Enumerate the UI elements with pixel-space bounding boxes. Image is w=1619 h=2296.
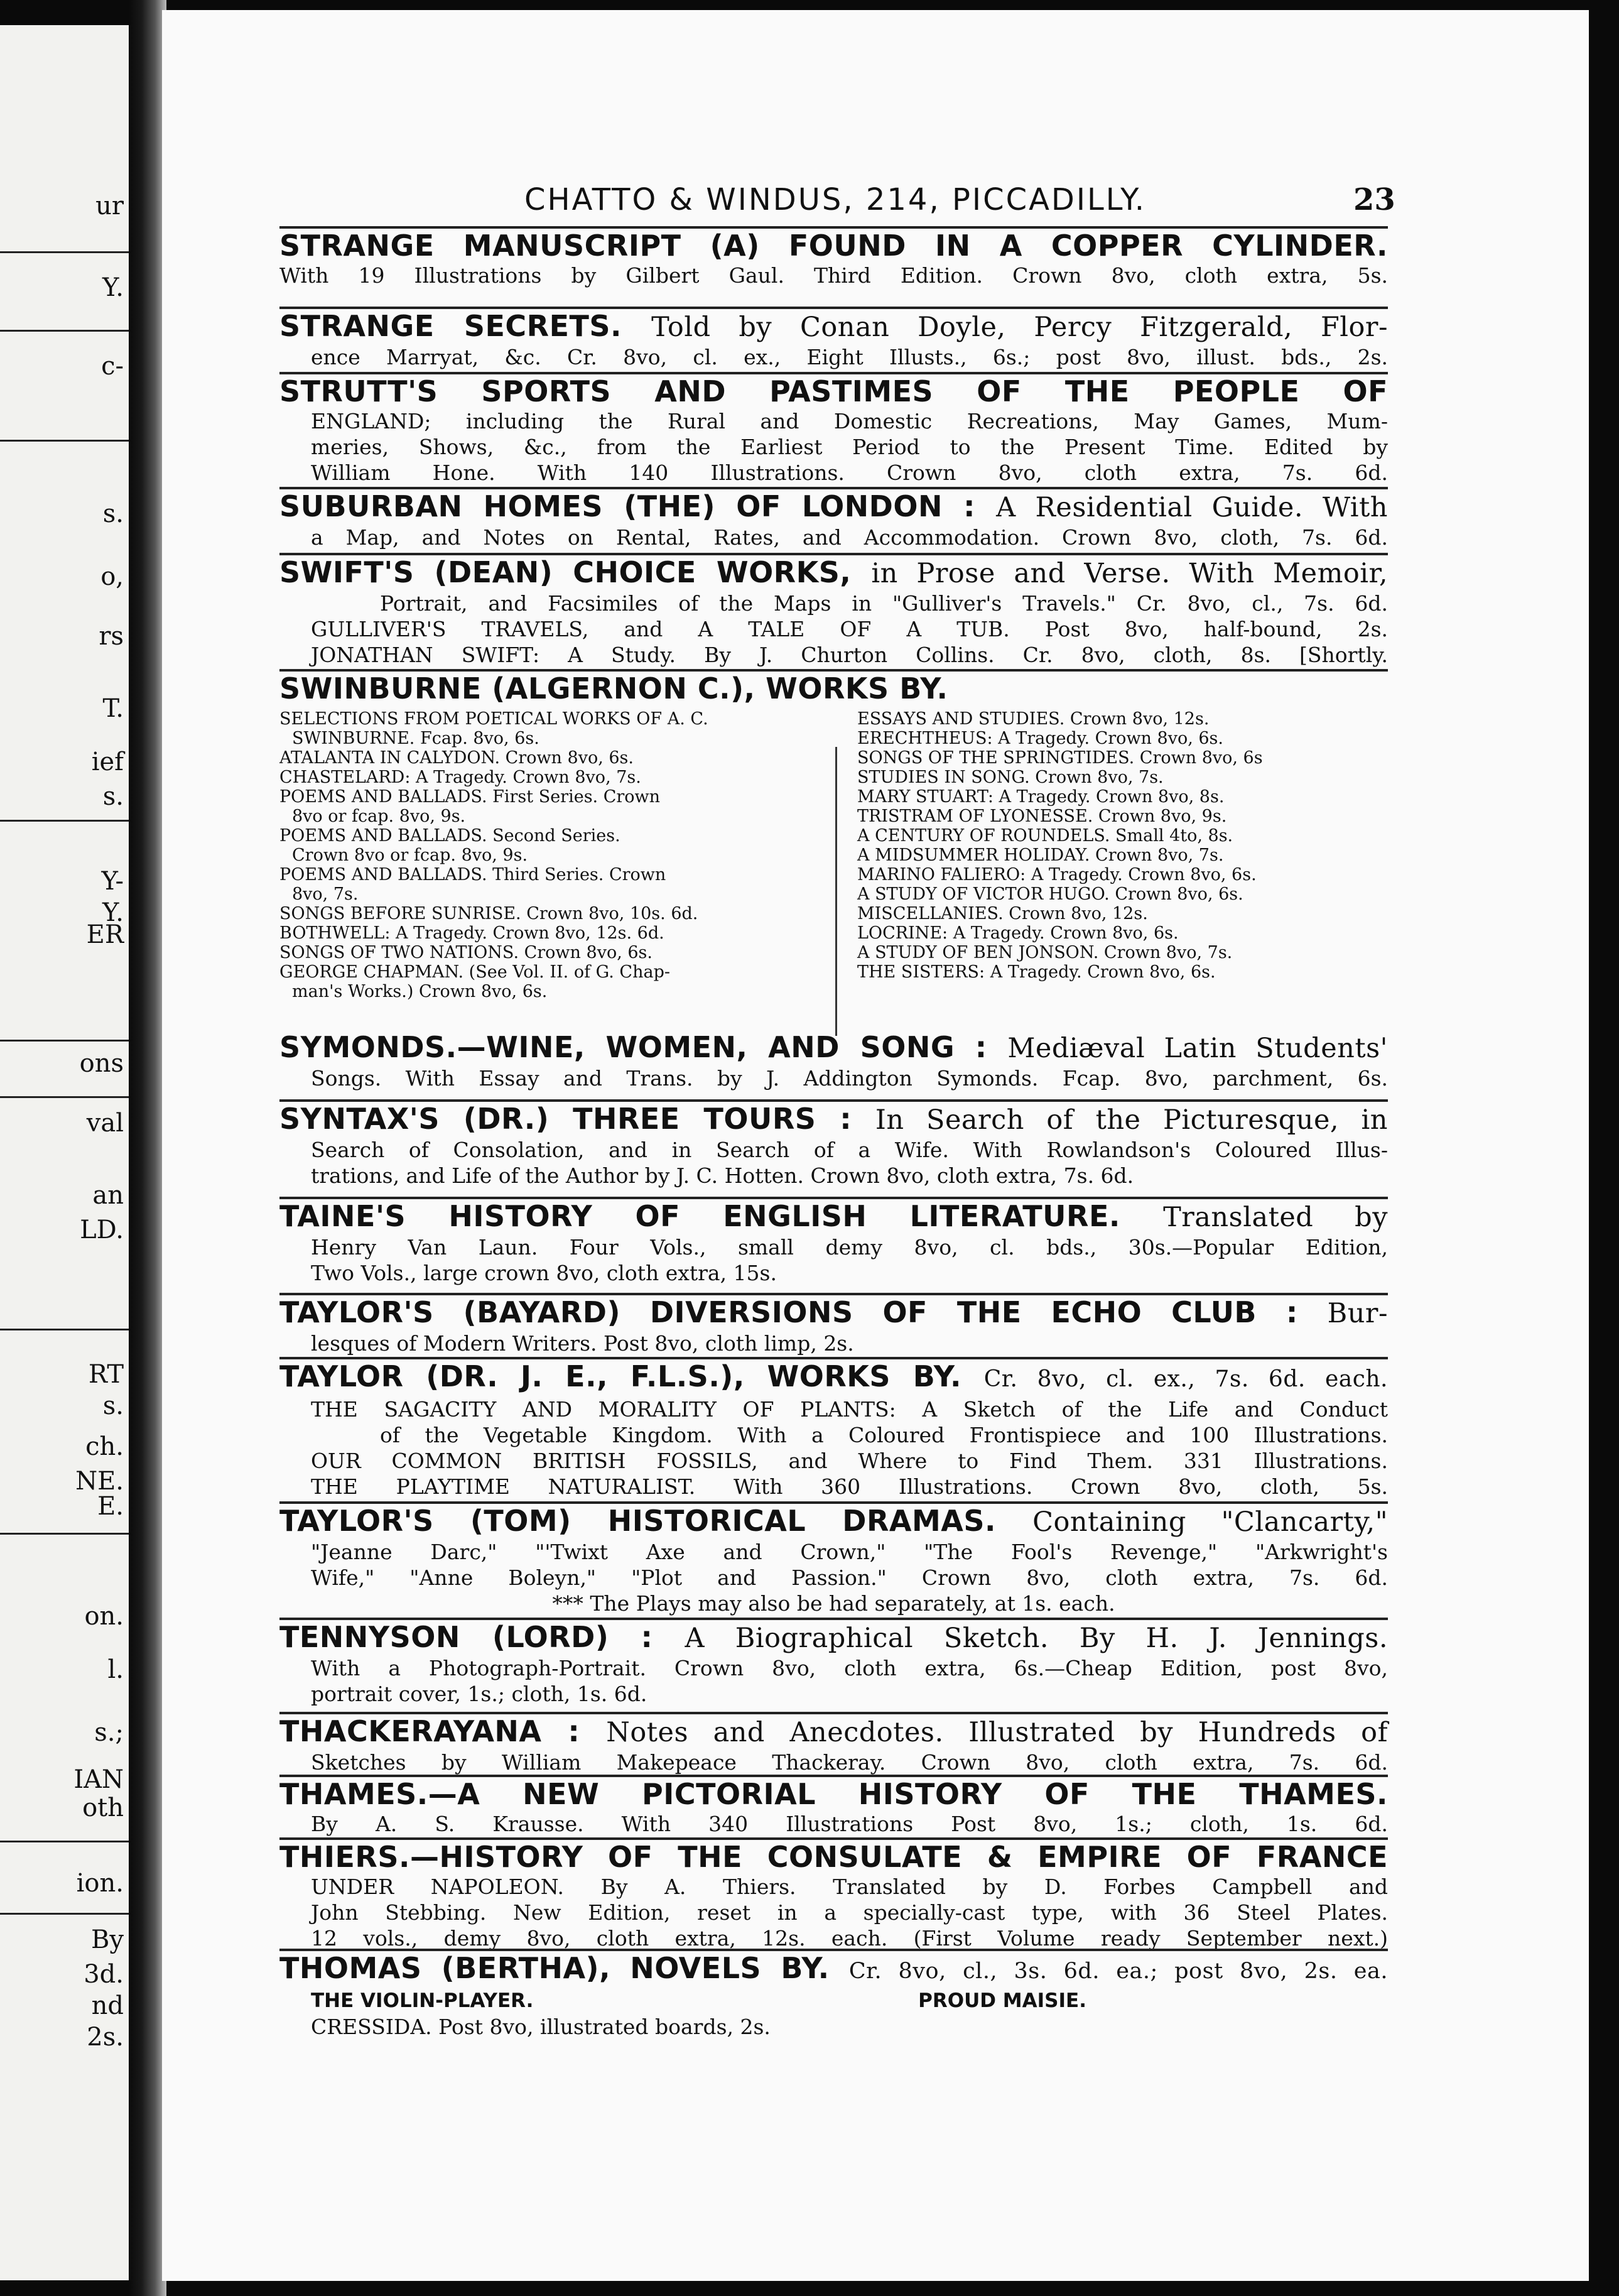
entry-tennyson — [279, 1618, 1388, 1707]
entry-taylor-tom — [279, 1501, 1388, 1616]
entry-heading-rest: In Search of the Picturesque, in — [875, 1104, 1388, 1136]
column-divider — [835, 747, 837, 1036]
entry-line: William Hone. With 140 Illustrations. Crown 8vo, cloth extra, 7s. 6d. — [311, 460, 1388, 485]
entry-heading-row — [279, 1199, 1388, 1234]
work-item: BOTHWELL: A Tragedy. Crown 8vo, 12s. 6d. — [279, 923, 664, 943]
entry-heading-rest: A Residential Guide. With — [996, 492, 1388, 523]
works-column-left — [279, 709, 820, 1001]
left-fragment: ur — [95, 192, 124, 220]
entry-swinburne — [279, 669, 1388, 1001]
left-fragment: Y. — [102, 273, 124, 302]
left-fragment: s. — [102, 499, 124, 528]
entry-line: of the Vegetable Kingdom. With a Coloured Frontispiece and 100 Illustrations. — [380, 1423, 1388, 1447]
entry-heading: THACKERAYANA : — [279, 1714, 580, 1748]
left-rule — [0, 1040, 129, 1042]
entry-heading-row — [279, 1951, 1388, 1988]
entry-line: portrait cover, 1s.; cloth, 1s. 6d. — [311, 1682, 647, 1706]
entry-line: *** The Plays may also be had separately, at 1s. each. — [552, 1591, 1115, 1616]
work-item: POEMS AND BALLADS. Third Series. Crown — [279, 865, 666, 884]
entry-heading-row — [279, 1714, 1388, 1749]
work-item: TRISTRAM OF LYONESSE. Crown 8vo, 9s. — [857, 807, 1227, 826]
entry-line: trations, and Life of the Author by J. C. Hotten. Crown 8vo, cloth extra, 7s. 6d. — [311, 1163, 1134, 1188]
entry-heading-rest: Cr. 8vo, cl., 3s. 6d. ea.; post 8vo, 2s. ea. — [848, 1959, 1389, 1984]
entry-line: 12 vols., demy 8vo, cloth extra, 12s. each. (First Volume ready September next.) — [311, 1926, 1388, 1951]
entry-strange-secrets — [279, 307, 1388, 370]
work-item: SONGS OF THE SPRINGTIDES. Crown 8vo, 6s — [857, 748, 1263, 768]
scan-edge — [1589, 0, 1619, 2296]
work-item: A CENTURY OF ROUNDELS. Small 4to, 8s. — [857, 826, 1233, 846]
left-rule — [0, 1329, 129, 1330]
work-item: CHASTELARD: A Tragedy. Crown 8vo, 7s. — [279, 768, 641, 787]
left-rule — [0, 820, 129, 822]
entry-heading-rest: Cr. 8vo, cl. ex., 7s. 6d. each. — [983, 1366, 1388, 1392]
entry-line: Search of Consolation, and in Search of a Wife. With Rowlandson's Coloured Illus- — [311, 1138, 1388, 1162]
entry-heading-row — [279, 1504, 1388, 1539]
entry-symonds — [279, 1030, 1388, 1091]
work-item: 8vo, 7s. — [292, 884, 359, 904]
entry-thiers — [279, 1837, 1388, 1951]
entry-line: Portrait, and Facsimiles of the Maps in "Gulliver's Travels." Cr. 8vo, cl., 7s. 6d. — [380, 591, 1388, 616]
entry-heading-row — [279, 1295, 1388, 1330]
work-title: PROUD MAISIE. — [918, 1989, 1086, 2012]
entry-line: ENGLAND; including the Rural and Domestic Recreations, May Games, Mum- — [311, 409, 1388, 433]
left-fragment: nd — [91, 1991, 124, 2020]
work-item: POEMS AND BALLADS. First Series. Crown — [279, 787, 661, 807]
work-item: A MIDSUMMER HOLIDAY. Crown 8vo, 7s. — [857, 846, 1224, 865]
left-fragment: c- — [101, 352, 124, 381]
entry-heading: TAYLOR'S (BAYARD) DIVERSIONS OF THE ECHO CLUB : — [279, 1295, 1298, 1329]
entry-line: JONATHAN SWIFT: A Study. By J. Churton Collins. Cr. 8vo, cloth, 8s. [Shortly. — [311, 643, 1388, 667]
entry-heading-rest: Notes and Anecdotes. Illustrated by Hundreds of — [606, 1717, 1388, 1748]
work-item: SONGS BEFORE SUNRISE. Crown 8vo, 10s. 6d. — [279, 904, 698, 923]
entry-line: THE SAGACITY AND MORALITY OF PLANTS: A Sketch of the Life and Conduct — [311, 1397, 1388, 1422]
entry-line: meries, Shows, &c., from the Earliest Period to the Present Time. Edited by — [311, 435, 1388, 459]
work-item: Crown 8vo or fcap. 8vo, 9s. — [292, 846, 528, 865]
left-fragment: s. — [102, 1391, 124, 1420]
entry-line: Wife," "Anne Boleyn," "Plot and Passion." Crown 8vo, cloth extra, 7s. 6d. — [311, 1565, 1388, 1590]
left-fragment: on. — [84, 1602, 124, 1631]
entry-line: Songs. With Essay and Trans. by J. Addington Symonds. Fcap. 8vo, parchment, 6s. — [311, 1066, 1388, 1091]
work-item: ESSAYS AND STUDIES. Crown 8vo, 12s. — [857, 709, 1210, 729]
work-item: STUDIES IN SONG. Crown 8vo, 7s. — [857, 768, 1164, 787]
works-column-right — [857, 709, 1388, 982]
entry-line: GULLIVER'S TRAVELS, and A TALE OF A TUB. Post 8vo, half-bound, 2s. — [311, 617, 1388, 641]
left-fragment: T. — [102, 694, 124, 723]
entry-heading-row — [279, 309, 1388, 344]
entry-line: ence Marryat, &c. Cr. 8vo, cl. ex., Eight Illusts., 6s.; post 8vo, illust. bds., 2s. — [311, 345, 1388, 369]
entry-line: OUR COMMON BRITISH FOSSILS, and Where to Find Them. 331 Illustrations. — [311, 1449, 1388, 1473]
work-item: ATALANTA IN CALYDON. Crown 8vo, 6s. — [279, 748, 634, 768]
left-rule — [0, 251, 129, 253]
entry-suburban — [279, 487, 1388, 550]
entry-heading: STRANGE SECRETS. — [279, 309, 622, 343]
entry-heading: THAMES.—A NEW PICTORIAL HISTORY OF THE THAMES. — [279, 1777, 1388, 1811]
work-item: ERECHTHEUS: A Tragedy. Crown 8vo, 6s. — [857, 729, 1223, 748]
left-fragment: o, — [100, 562, 124, 591]
entry-heading: SYNTAX'S (DR.) THREE TOURS : — [279, 1102, 852, 1136]
page-number: 23 — [1353, 182, 1395, 217]
work-item: GEORGE CHAPMAN. (See Vol. II. of G. Chap- — [279, 962, 670, 982]
entry-heading-row — [279, 1102, 1388, 1137]
entry-heading: THIERS.—HISTORY OF THE CONSULATE & EMPIRE OF FRANCE — [279, 1840, 1388, 1874]
entry-heading: TAYLOR (DR. J. E., F.L.S.), WORKS BY. — [279, 1359, 961, 1393]
entry-heading-row — [279, 555, 1388, 590]
entry-heading-row — [279, 1620, 1388, 1655]
entry-line: a Map, and Notes on Rental, Rates, and Accommodation. Crown 8vo, cloth, 7s. 6d. — [311, 525, 1388, 550]
entry-heading: TAYLOR'S (TOM) HISTORICAL DRAMAS. — [279, 1504, 996, 1538]
left-fragment: 2s. — [87, 2023, 124, 2052]
work-title: THE VIOLIN-PLAYER. — [311, 1989, 534, 2012]
entry-heading-row — [279, 1030, 1388, 1065]
entry-line-two-col — [311, 1988, 1086, 2014]
left-fragment: Y- — [101, 867, 124, 896]
left-fragment: LD. — [80, 1216, 124, 1244]
left-page-fragment — [0, 25, 129, 2280]
entry-line: John Stebbing. New Edition, reset in a specially-cast type, with 36 Steel Plates. — [311, 1900, 1388, 1925]
entry-thackerayana — [279, 1712, 1388, 1775]
work-item: A STUDY OF VICTOR HUGO. Crown 8vo, 6s. — [857, 884, 1243, 904]
entry-heading-rest: in Prose and Verse. With Memoir, — [871, 558, 1389, 589]
entry-heading: SWINBURNE (ALGERNON C.), WORKS BY. — [279, 672, 948, 705]
left-fragment: l. — [107, 1655, 124, 1684]
entry-heading: STRANGE MANUSCRIPT (A) FOUND IN A COPPER CYLINDER. — [279, 229, 1388, 263]
left-fragment: 3d. — [84, 1960, 124, 1989]
entry-line: "Jeanne Darc," "'Twixt Axe and Crown," "The Fool's Revenge," "Arkwright's — [311, 1540, 1388, 1564]
entry-heading: SWIFT'S (DEAN) CHOICE WORKS, — [279, 555, 852, 589]
entry-heading: TAINE'S HISTORY OF ENGLISH LITERATURE. — [279, 1199, 1120, 1233]
left-fragment: ch. — [85, 1432, 124, 1461]
work-item: 8vo or fcap. 8vo, 9s. — [292, 807, 466, 826]
work-item: SONGS OF TWO NATIONS. Crown 8vo, 6s. — [279, 943, 652, 962]
entry-line: Henry Van Laun. Four Vols., small demy 8vo, cl. bds., 30s.—Popular Edition, — [311, 1235, 1388, 1260]
left-fragment: ion. — [76, 1869, 124, 1898]
entry-heading-row — [279, 489, 1388, 525]
entry-heading: STRUTT'S SPORTS AND PASTIMES OF THE PEOPLE OF — [279, 374, 1388, 408]
left-fragment: ER — [86, 920, 124, 949]
entry-taine — [279, 1197, 1388, 1286]
left-rule — [0, 1841, 129, 1842]
left-rule — [0, 440, 129, 442]
left-fragment: Y. — [102, 898, 124, 927]
left-fragment: s.; — [94, 1718, 124, 1747]
entry-swift — [279, 553, 1388, 668]
work-item: man's Works.) Crown 8vo, 6s. — [292, 982, 548, 1001]
left-rule — [0, 1533, 129, 1535]
left-rule — [0, 1913, 129, 1915]
entry-heading-rest: Told by Conan Doyle, Percy Fitzgerald, Flor- — [651, 312, 1388, 343]
entry-line: With a Photograph-Portrait. Crown 8vo, cloth extra, 6s.—Cheap Edition, post 8vo, — [311, 1656, 1388, 1680]
left-rule — [0, 1096, 129, 1098]
entry-line: Two Vols., large crown 8vo, cloth extra, 15s. — [311, 1261, 777, 1285]
running-header: CHATTO & WINDUS, 214, PICCADILLY. — [524, 182, 1147, 217]
left-fragment: ons — [79, 1049, 124, 1078]
left-fragment: E. — [97, 1492, 124, 1521]
work-item: LOCRINE: A Tragedy. Crown 8vo, 6s. — [857, 923, 1179, 943]
left-fragment: NE. — [75, 1467, 124, 1496]
left-fragment: oth — [82, 1793, 124, 1822]
work-item: MISCELLANIES. Crown 8vo, 12s. — [857, 904, 1148, 923]
entry-heading-rest: Bur- — [1327, 1298, 1389, 1329]
entry-line: CRESSIDA. Post 8vo, illustrated boards, 2s. — [311, 2015, 771, 2039]
left-fragment: s. — [102, 782, 124, 811]
entry-heading-row — [279, 1359, 1388, 1396]
entry-line: Sketches by William Makepeace Thackeray. Crown 8vo, cloth extra, 7s. 6d. — [311, 1750, 1388, 1775]
entry-heading-rest: Mediæval Latin Students' — [1007, 1033, 1389, 1064]
left-fragment: rs — [99, 622, 124, 651]
entry-line: UNDER NAPOLEON. By A. Thiers. Translated by D. Forbes Campbell and — [311, 1874, 1388, 1899]
entry-line: THE PLAYTIME NATURALIST. With 360 Illustrations. Crown 8vo, cloth, 5s. — [311, 1474, 1388, 1499]
entry-thomas — [279, 1949, 1388, 2040]
entry-line: By A. S. Krausse. With 340 Illustrations Post 8vo, 1s.; cloth, 1s. 6d. — [311, 1812, 1388, 1836]
entry-strange-manuscript — [279, 226, 1388, 288]
work-item: POEMS AND BALLADS. Second Series. — [279, 826, 620, 846]
book-gutter — [129, 0, 166, 2296]
entry-heading: SYMONDS.—WINE, WOMEN, AND SONG : — [279, 1030, 987, 1064]
left-fragment: ief — [91, 748, 124, 776]
entry-heading-rest: A Biographical Sketch. By H. J. Jennings. — [685, 1623, 1389, 1654]
left-fragment: val — [86, 1109, 124, 1138]
entry-line: With 19 Illustrations by Gilbert Gaul. Third Edition. Crown 8vo, cloth extra, 5s. — [279, 263, 1388, 288]
entry-heading-rest: Containing "Clancarty," — [1032, 1506, 1388, 1538]
left-fragment: By — [91, 1925, 124, 1954]
entry-line: lesques of Modern Writers. Post 8vo, cloth limp, 2s. — [311, 1331, 854, 1356]
entry-taylor-je — [279, 1357, 1388, 1499]
work-item: MARY STUART: A Tragedy. Crown 8vo, 8s. — [857, 787, 1225, 807]
entry-heading: TENNYSON (LORD) : — [279, 1620, 653, 1654]
entry-syntax — [279, 1099, 1388, 1189]
work-item: MARINO FALIERO: A Tragedy. Crown 8vo, 6s. — [857, 865, 1257, 884]
entry-heading-rest: Translated by — [1163, 1202, 1389, 1233]
work-item: A STUDY OF BEN JONSON. Crown 8vo, 7s. — [857, 943, 1233, 962]
work-item: SWINBURNE. Fcap. 8vo, 6s. — [292, 729, 539, 748]
entry-line — [279, 1988, 1388, 2014]
entry-thames — [279, 1775, 1388, 1837]
entry-heading: SUBURBAN HOMES (THE) OF LONDON : — [279, 489, 976, 523]
entry-strutt — [279, 372, 1388, 486]
work-item: SELECTIONS FROM POETICAL WORKS OF A. C. — [279, 709, 708, 729]
left-rule — [0, 330, 129, 332]
left-fragment: an — [92, 1181, 124, 1210]
entry-taylor-bayard — [279, 1293, 1388, 1356]
left-fragment: RT — [88, 1360, 124, 1389]
entry-heading: THOMAS (BERTHA), NOVELS BY. — [279, 1951, 830, 1985]
work-item: THE SISTERS: A Tragedy. Crown 8vo, 6s. — [857, 962, 1216, 982]
left-fragment: IAN — [73, 1765, 124, 1794]
